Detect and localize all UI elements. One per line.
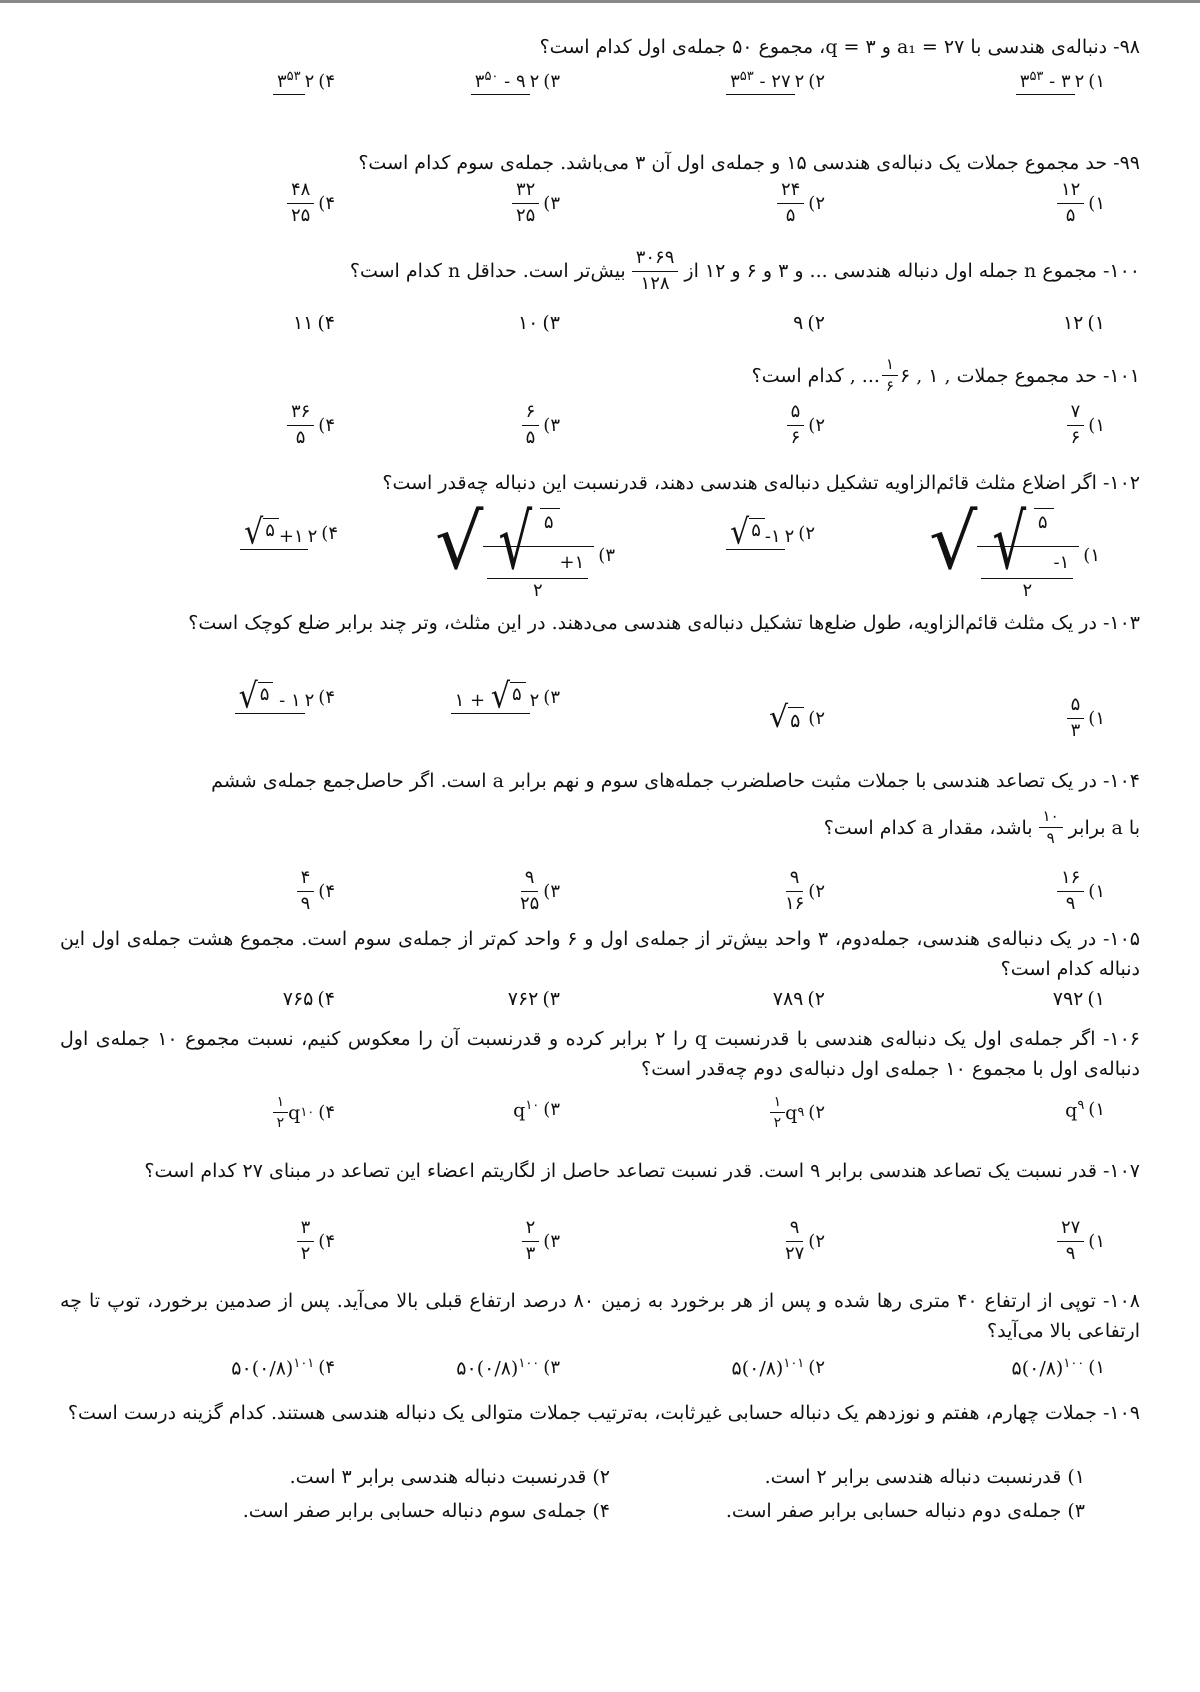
q107-option-2: ۲) $\frac{۹}{۲۷}$ <box>784 1217 825 1264</box>
q102-option-4: ۴) √ ۵ +۱ ۲ <box>240 518 338 548</box>
q103-option-4: ۴) √ ۵ - ۱ ۲ <box>235 682 335 712</box>
q98-option-4: ۴) $۳^{۵۳}$ ۲ <box>273 70 335 93</box>
q102-stem: ۱۰۲- اگر اضلاع مثلث قائم‌الزاویه تشکیل دنباله‌ی هندسی دهند، قدرنسبت این دنباله چه‌قدر است؟ <box>382 472 1140 494</box>
q105-option-3: ۳) ۷۶۲ <box>507 988 560 1010</box>
q109-stem: ۱۰۹- جملات چهارم، هفتم و نوزدهم یک دنباله حسابی غیرثابت، به‌ترتیب جملات متوالی یک دنباله هندسی هستند. کدام گزینه درست است؟ <box>67 1402 1140 1424</box>
q101-option-2: ۲) $\frac{۵}{۶}$ <box>787 402 825 448</box>
q104-stem-line2: با a برابر $\frac{۱۰}{۹}$ باشد، مقدار a کدام است؟ <box>823 807 1140 848</box>
q108-option-3: ۳) ۵۰(۰/۸)$^{۱۰۰}$ <box>456 1356 560 1380</box>
q101-option-3: ۳) $\frac{۶}{۵}$ <box>522 402 560 448</box>
q107-option-1: ۱) $\frac{۲۷}{۹}$ <box>1057 1218 1105 1264</box>
q106-option-3: ۳) $q^{۱۰}$ <box>513 1098 560 1122</box>
q104-option-3: ۳) $\frac{۹}{۲۵}$ <box>519 867 560 914</box>
q102-option-3: ۳) √ √ ۵ +۱ ۲ <box>435 497 615 602</box>
q107-option-4: ۴) $\frac{۳}{۲}$ <box>297 1218 335 1264</box>
q104-stem-line1: ۱۰۴- در یک تصاعد هندسی با جملات مثبت حاصلضرب جمله‌های سوم و نهم برابر a است. اگر حاصل‌جمع جمله‌ی ششم <box>211 770 1140 792</box>
q101-option-1: ۱) $\frac{۷}{۶}$ <box>1067 402 1105 448</box>
top-rule <box>0 0 1200 3</box>
q107-stem: ۱۰۷- قدر نسبت یک تصاعد هندسی برابر ۹ است. قدر نسبت تصاعد حاصل از لگاریتم اعضاء این تصاعد در مبنای ۲۷ کدام است؟ <box>144 1160 1140 1182</box>
q109-option-2: ۲) قدرنسبت دنباله هندسی برابر ۳ است. <box>289 1466 610 1488</box>
q98-option-2: ۲) $۳^{۵۳}$ - ۲۷ ۲ <box>726 70 825 93</box>
q100-option-3: ۳) ۱۰ <box>517 312 560 334</box>
q105-option-2: ۲) ۷۸۹ <box>772 988 825 1010</box>
q102-option-1: ۱) √ √ ۵ -۱ ۲ <box>929 497 1100 602</box>
q98-option-3: ۳) $۳^{۵۰}$ - ۹ ۲ <box>471 70 560 93</box>
q108-option-4: ۴) ۵۰(۰/۸)$^{۱۰۱}$ <box>231 1356 335 1380</box>
q103-option-1: ۱) $\frac{۵}{۳}$ <box>1067 695 1105 741</box>
q105-option-1: ۱) ۷۹۲ <box>1052 988 1105 1010</box>
q108-option-1: ۱) ۵(۰/۸)$^{۱۰۰}$ <box>1011 1356 1105 1380</box>
q98-stem: ۹۸- دنباله‌ی هندسی با a₁ = ۲۷ و q = ۳، مجموع ۵۰ جمله‌ی اول کدام است؟ <box>539 36 1140 58</box>
q102-option-2: ۲) √ ۵ -۱ ۲ <box>726 518 815 548</box>
q101-option-4: ۴) $\frac{۳۶}{۵}$ <box>287 402 335 448</box>
q107-option-3: ۳) $\frac{۲}{۳}$ <box>522 1218 560 1264</box>
q101-stem: ۱۰۱- حد مجموع جملات , ... $\frac{۱}{۶}$ ۶ , ۱ , کدام است؟ <box>751 355 1140 396</box>
q100-option-2: ۲) ۹ <box>793 312 825 334</box>
q104-option-1: ۱) $\frac{۱۶}{۹}$ <box>1057 868 1105 914</box>
q109-option-1: ۱) قدرنسبت دنباله هندسی برابر ۲ است. <box>764 1466 1085 1488</box>
q108-stem: ۱۰۸- توپی از ارتفاع ۴۰ متری رها شده و پس از هر برخورد به زمین ۸۰ درصد ارتفاع قبلی بالا می‌آید. پس از صدمین برخورد، توپ تا چه ارتفاعی بالا می‌آید؟ <box>60 1290 1140 1342</box>
q106-stem: ۱۰۶- اگر جمله‌ی اول یک دنباله‌ی هندسی با قدرنسبت q را ۲ برابر کرده و قدرنسبت آن را معکوس کنیم، نسبت مجموع ۱۰ جمله‌ی اول دنباله‌ی اول با مجموع ۱۰ جمله‌ی اول دنباله‌ی دوم چه‌قدر است؟ <box>60 1028 1140 1080</box>
q100-option-1: ۱) ۱۲ <box>1062 312 1105 334</box>
q106-option-2: ۲) $\frac{۱}{۲}$ q ۹ <box>770 1094 825 1131</box>
q99-option-4: ۴) $\frac{۴۸}{۲۵}$ <box>287 180 335 226</box>
q108-option-2: ۲) ۵(۰/۸)$^{۱۰۱}$ <box>731 1356 825 1380</box>
q99-stem: ۹۹- حد مجموع جملات یک دنباله‌ی هندسی ۱۵ و جمله‌ی اول آن ۳ می‌باشد. جمله‌ی سوم کدام است؟ <box>358 152 1140 174</box>
q99-option-3: ۳) $\frac{۳۲}{۲۵}$ <box>512 180 560 226</box>
q104-option-4: ۴) $\frac{۴}{۹}$ <box>297 868 335 914</box>
q99-option-1: ۱) $\frac{۱۲}{۵}$ <box>1057 180 1105 226</box>
q103-stem: ۱۰۳- در یک مثلث قائم‌الزاویه، طول ضلع‌ها تشکیل دنباله‌ی هندسی می‌دهند. در این مثلث، وتر چند برابر ضلع کوچک است؟ <box>188 612 1140 634</box>
q106-option-1: ۱) $q^۹$ <box>1065 1098 1105 1122</box>
q103-option-2: ۲) √ ۵ <box>768 700 825 735</box>
q105-option-4: ۴) ۷۶۵ <box>282 988 335 1010</box>
q100-stem: ۱۰۰- مجموع n جمله اول دنباله هندسی ... و ۳ و ۶ و ۱۲ از $\frac{۳۰۶۹}{۱۲۸}$ بیش‌تر است. حداقل n کدام است؟ <box>349 247 1140 294</box>
q103-option-3: ۳) ۱ + √ ۵ ۲ <box>451 682 560 712</box>
q109-option-4: ۴) جمله‌ی سوم دنباله حسابی برابر صفر است. <box>242 1500 610 1522</box>
q104-option-2: ۲) $\frac{۹}{۱۶}$ <box>784 867 825 914</box>
q105-stem: ۱۰۵- در یک دنباله‌ی هندسی، جمله‌دوم، ۳ واحد بیش‌تر از جمله‌ی اول و ۶ واحد کم‌تر از جمله‌ی سوم است. مجموع هشت جمله‌ی اول این دنباله کدام است؟ <box>60 928 1140 980</box>
q100-option-4: ۴) ۱۱ <box>292 312 335 334</box>
q99-option-2: ۲) $\frac{۲۴}{۵}$ <box>777 180 825 226</box>
q98-option-1: ۱) $۳^{۵۳}$ - ۳ ۲ <box>1016 70 1105 93</box>
q106-option-4: ۴) $\frac{۱}{۲}$ q ۱۰ <box>273 1094 335 1131</box>
q109-option-3: ۳) جمله‌ی دوم دنباله حسابی برابر صفر است. <box>725 1500 1085 1522</box>
